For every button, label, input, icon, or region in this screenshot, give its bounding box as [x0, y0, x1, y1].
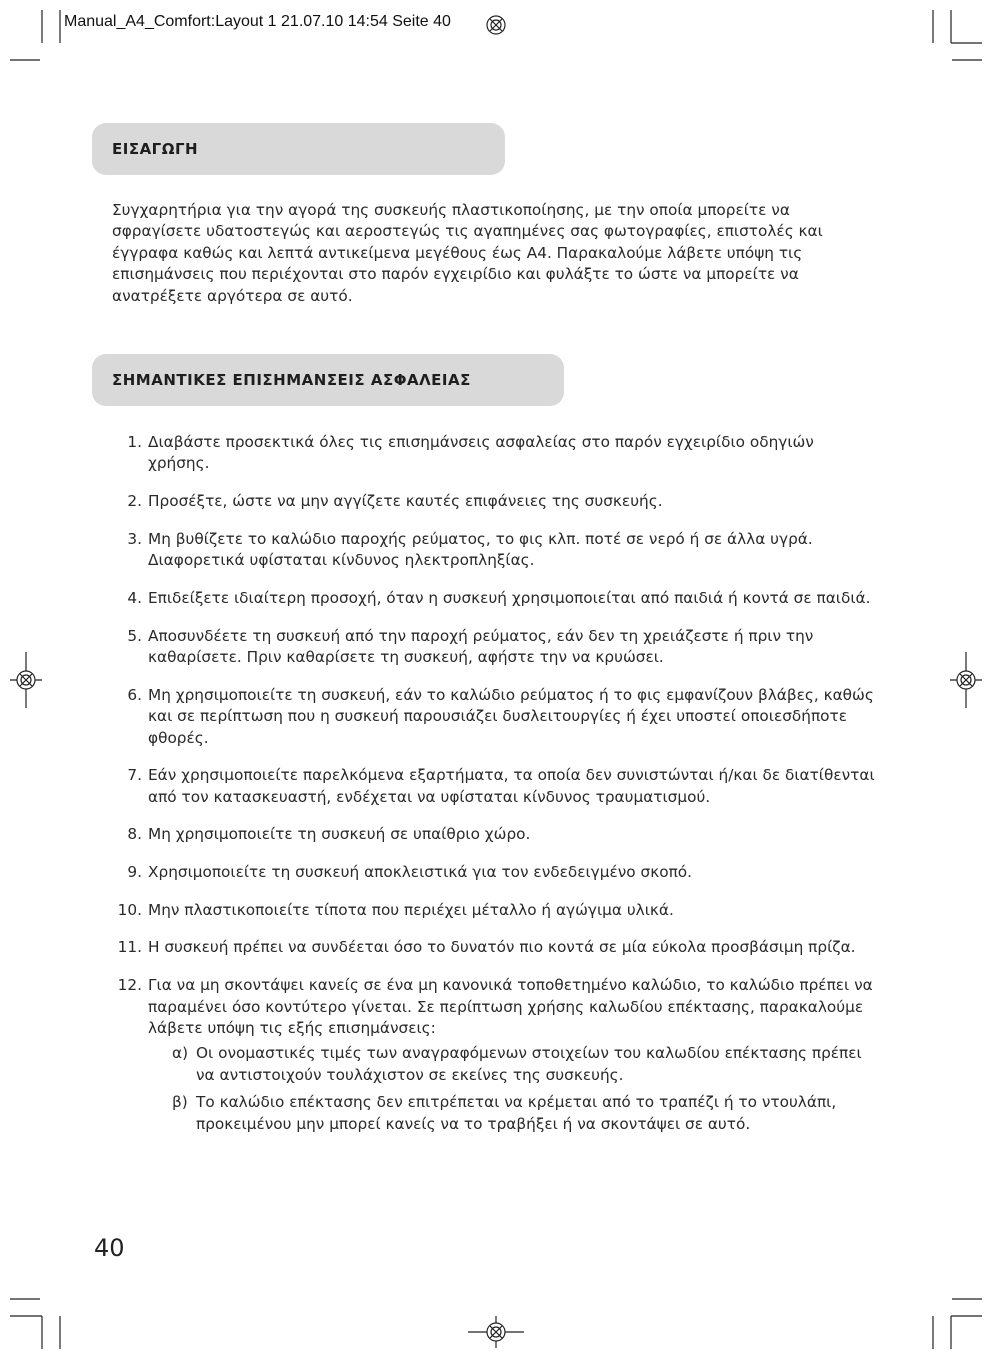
item-number: 4.	[127, 588, 142, 607]
safety-list	[112, 432, 877, 1151]
item-text: Μη χρησιμοποιείτε τη συσκευή, εάν το καλώδιο ρεύματος ή το φις εμφανίζουν βλάβες, καθώς και σε περίπτωση που η συσκευή παρουσιάζει δυσλειτουργίες ή έχει υποστεί οποιεσδήποτε φθορές.	[148, 685, 874, 747]
item-text: Μη βυθίζετε το καλώδιο παροχής ρεύματος, το φις κλπ. ποτέ σε νερό ή σε άλλα υγρά. Διαφορετικά υφίσταται κίνδυνος ηλεκτροπληξίας.	[148, 529, 813, 570]
print-slug: Manual_A4_Comfort:Layout 1 21.07.10 14:54 Seite 40	[64, 13, 451, 30]
item-text: Χρησιμοποιείτε τη συσκευή αποκλειστικά για τον ενδεδειγμένο σκοπό.	[148, 863, 692, 882]
sub-list-item	[148, 1043, 877, 1086]
item-number: 3.	[127, 529, 142, 548]
sub-item-text: Το καλώδιο επέκτασης δεν επιτρέπεται να κρέμεται από το τραπέζι ή το ντουλάπι, προκειμένου μην μπορεί κανείς να το τραβήξει ή να σκοντάψει σε αυτό.	[196, 1093, 837, 1133]
list-item	[112, 765, 877, 808]
item-text: Μη χρησιμοποιείτε τη συσκευή σε υπαίθριο χώρο.	[148, 825, 531, 844]
list-item	[112, 626, 877, 669]
list-item	[112, 529, 877, 572]
item-number: 2.	[127, 492, 142, 511]
page-number: 40	[94, 1234, 125, 1262]
intro-heading: ΕΙΣΑΓΩΓΗ	[112, 140, 199, 158]
item-text: Εάν χρησιμοποιείτε παρελκόμενα εξαρτήματα, τα οποία δεν συνιστώνται ή/και δε διατίθενται από τον κατασκευαστή, ενδέχεται να υφίσταται κίνδυνος τραυματισμού.	[148, 766, 875, 806]
intro-paragraph: Συγχαρητήρια για την αγορά της συσκευής πλαστικοποίησης, με την οποία μπορείτε να σφραγίσετε υδατοστεγώς και αεροστεγώς τις αγαπημένες σας φωτογραφίες, επιστολές και έγγραφα καθώς και λεπτά αντικείμενα μεγέθους έως Α4. Παρακαλούμε λάβετε υπόψη τις επισημάνσεις που περιέχονται στο παρόν εγχειρίδιο και φυλάξτε το ώστε να μπορείτε να ανατρέξετε αργότερα σε αυτό.	[112, 201, 823, 305]
sub-item-letter: α)	[172, 1044, 189, 1063]
item-number: 8.	[127, 825, 142, 844]
sub-item-letter: β)	[172, 1093, 188, 1112]
list-item	[112, 937, 877, 958]
item-text: Αποσυνδέετε τη συσκευή από την παροχή ρεύματος, εάν δεν τη χρειάζεστε ή πριν την καθαρίσετε. Πριν καθαρίσετε τη συσκευή, αφήστε την να κρυώσει.	[148, 626, 814, 667]
safety-heading-bar	[92, 354, 564, 406]
sub-item-text: Οι ονομαστικές τιμές των αναγραφόμενων στοιχείων του καλωδίου επέκτασης πρέπει να αντιστοιχούν τουλάχιστον σε εκείνες της συσκευής.	[196, 1044, 862, 1084]
item-text: Επιδείξετε ιδιαίτερη προσοχή, όταν η συσκευή χρησιμοποιείται από παιδιά ή κοντά σε παιδιά.	[148, 588, 871, 607]
list-item	[112, 862, 877, 883]
item-number: 10.	[117, 900, 142, 919]
item-number: 6.	[127, 685, 142, 704]
item-number: 5.	[127, 626, 142, 645]
item-number: 12.	[117, 976, 142, 995]
item-text: Προσέξτε, ώστε να μην αγγίζετε καυτές επιφάνειες της συσκευής.	[148, 492, 663, 511]
list-item	[112, 491, 877, 512]
item-number: 9.	[127, 863, 142, 882]
safety-heading: ΣΗΜΑΝΤΙΚΕΣ ΕΠΙΣΗΜΑΝΣΕΙΣ ΑΣΦΑΛΕΙΑΣ	[112, 371, 471, 389]
list-item	[112, 432, 877, 475]
list-item	[112, 588, 877, 609]
list-item	[112, 975, 877, 1135]
list-item	[112, 685, 877, 749]
sub-list	[148, 1043, 877, 1135]
item-text: Για να μη σκοντάψει κανείς σε ένα μη κανονικά τοποθετημένο καλώδιο, το καλώδιο πρέπει να παραμένει όσο κοντύτερο γίνεται. Σε περίπτωση χρήσης καλωδίου επέκτασης, παρακαλούμε λάβετε υπόψη τις εξής επισημάνσεις:	[148, 976, 873, 1037]
item-number: 7.	[127, 766, 142, 785]
item-text: Μην πλαστικοποιείτε τίποτα που περιέχει μέταλλο ή αγώγιμα υλικά.	[148, 900, 674, 919]
item-text: Διαβάστε προσεκτικά όλες τις επισημάνσεις ασφαλείας στο παρόν εγχειρίδιο οδηγιών χρήσης.	[148, 433, 814, 473]
item-text: Η συσκευή πρέπει να συνδέεται όσο το δυνατόν πιο κοντά σε μία εύκολα προσβάσιμη πρίζα.	[148, 938, 856, 957]
intro-heading-bar	[92, 123, 505, 175]
item-number: 1.	[127, 433, 142, 451]
sub-list-item	[148, 1092, 877, 1135]
item-number: 11.	[117, 938, 142, 957]
list-item	[112, 900, 877, 921]
list-item	[112, 824, 877, 845]
